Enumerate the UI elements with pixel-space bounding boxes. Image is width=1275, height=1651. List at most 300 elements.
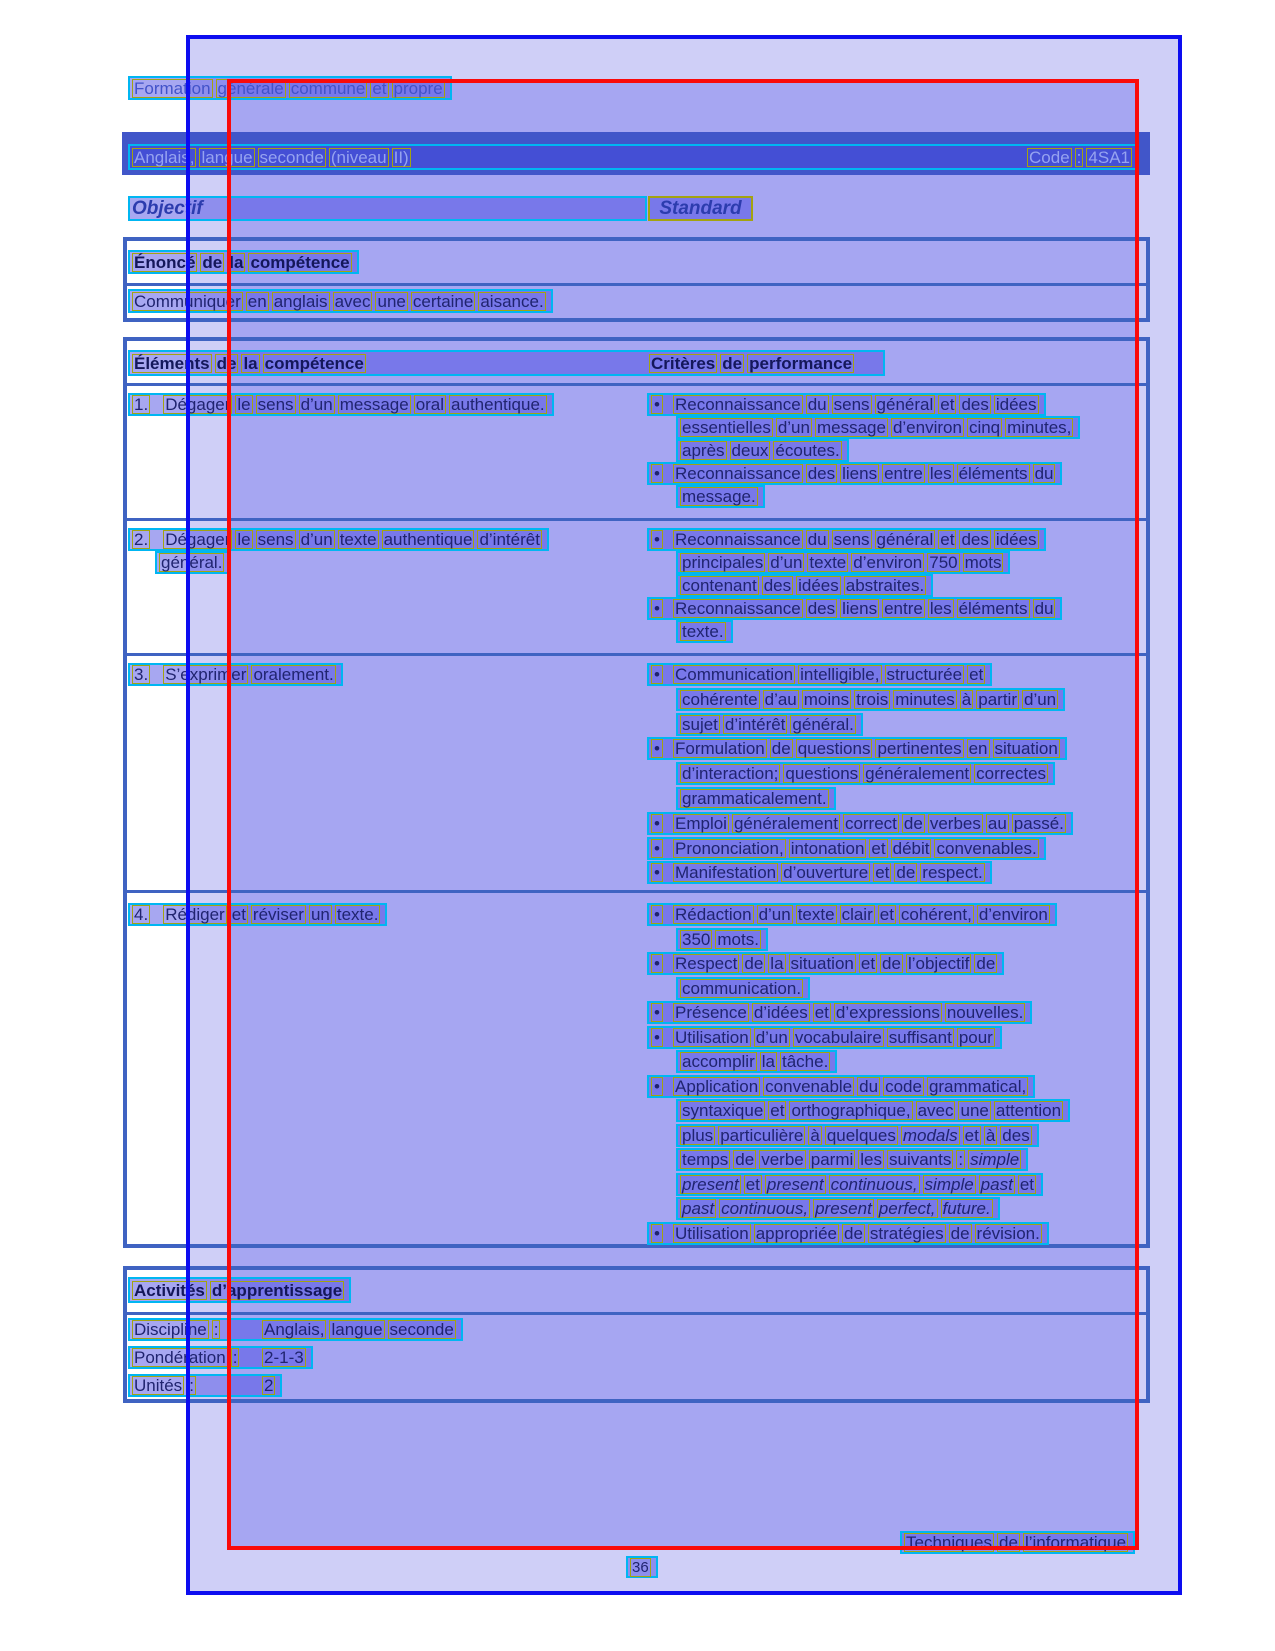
- word-box: contenant: [682, 576, 757, 595]
- word-box: modals: [902, 1125, 958, 1145]
- word-box: d’un: [758, 905, 791, 924]
- word-box: certaine: [412, 291, 474, 311]
- word-box: de: [202, 252, 223, 272]
- word-box: Code: [1029, 147, 1070, 167]
- table-separator: [127, 653, 1146, 656]
- word-box: situation: [790, 954, 854, 973]
- element-line: [128, 663, 343, 686]
- word-box: de: [903, 813, 923, 833]
- word-box: Énoncé: [134, 252, 196, 272]
- word-box: des: [807, 464, 836, 483]
- word-box: correctes: [976, 764, 1047, 784]
- word-box: général.: [792, 714, 854, 734]
- course-title: [132, 148, 414, 167]
- row-right-column: [647, 528, 1062, 643]
- word-box: d’au: [764, 689, 797, 709]
- criterion-line: [676, 1173, 1043, 1196]
- word-box: du: [1034, 464, 1054, 483]
- word-box: de: [735, 1150, 755, 1169]
- word-box: à: [985, 1125, 996, 1145]
- word-box: le: [237, 395, 251, 414]
- word-box: Respect: [675, 954, 738, 973]
- row-right-column: [647, 393, 1080, 508]
- criterion-line: [676, 1099, 1070, 1122]
- word-box: •: [651, 530, 663, 549]
- table-separator: [127, 1312, 1146, 1315]
- word-box: des: [961, 530, 989, 549]
- word-box: texte: [339, 530, 377, 549]
- word-box: continuous,: [721, 1199, 809, 1218]
- word-box: Présence: [675, 1003, 747, 1022]
- row-right-column: [647, 903, 1070, 1245]
- word-box: suffisant: [888, 1027, 952, 1047]
- word-box: oralement.: [253, 665, 334, 684]
- word-box: •: [651, 839, 663, 858]
- word-box: present: [815, 1199, 872, 1218]
- word-box: •: [651, 395, 663, 414]
- word-box: d’intérêt: [724, 714, 786, 734]
- word-box: future.: [942, 1199, 991, 1218]
- word-box: •: [651, 954, 663, 973]
- criterion-line: [647, 837, 1046, 860]
- word-box: grammatical,: [928, 1076, 1027, 1096]
- word-box: Reconnaissance: [675, 599, 801, 618]
- word-box: •: [651, 739, 663, 758]
- table-separator: [127, 383, 1146, 386]
- word-box: appropriée: [755, 1223, 837, 1243]
- word-box: :: [189, 1376, 194, 1395]
- table-separator: [127, 283, 1146, 286]
- criterion-line: [676, 928, 768, 951]
- word-box: et: [745, 1174, 760, 1194]
- word-box: intonation: [790, 838, 865, 858]
- criterion-line: [647, 462, 1062, 485]
- word-box: •: [651, 599, 663, 618]
- word-box: de: [882, 954, 901, 973]
- word-box: au: [987, 813, 1007, 833]
- criterion-line: [676, 439, 849, 462]
- enonce-title: [128, 250, 359, 274]
- word-box: Dégager: [165, 395, 231, 414]
- word-box: •: [651, 1224, 663, 1243]
- word-box: d’un: [770, 553, 803, 572]
- word-box: communication.: [682, 978, 802, 998]
- criterion-line: [676, 688, 1065, 711]
- word-box: Techniques: [906, 1533, 993, 1552]
- word-box: clair: [841, 905, 873, 924]
- word-box: simple: [924, 1174, 974, 1194]
- criterion-line: [647, 903, 1057, 926]
- word-box: d’intérêt: [479, 530, 540, 549]
- word-box: suivants: [889, 1150, 952, 1169]
- word-box: Activités: [134, 1280, 205, 1300]
- word-box: texte.: [682, 622, 724, 641]
- criterion-line: [647, 1222, 1049, 1245]
- word-box: générale: [217, 78, 284, 98]
- word-box: général: [876, 395, 934, 414]
- word-box: texte.: [336, 905, 379, 924]
- word-box: de: [216, 353, 237, 373]
- word-box: du: [1034, 599, 1054, 618]
- word-box: et: [1019, 1174, 1034, 1194]
- row-left-column: [128, 393, 554, 416]
- word-box: et: [871, 838, 886, 858]
- word-box: •: [651, 1077, 663, 1096]
- word-box: Formation: [134, 78, 211, 98]
- word-box: stratégies: [869, 1223, 944, 1243]
- row-left-column: [128, 528, 549, 574]
- word-box: cohérent,: [900, 905, 972, 924]
- criterion-line: [647, 1001, 1032, 1024]
- word-box: cohérente: [682, 689, 758, 709]
- criterion-line: [676, 416, 1080, 439]
- word-box: les: [929, 599, 952, 618]
- word-box: en: [968, 739, 988, 759]
- word-box: grammaticalement.: [682, 788, 827, 808]
- word-box: parmi: [810, 1150, 854, 1169]
- word-box: minutes,: [1007, 418, 1072, 437]
- word-box: idées: [995, 530, 1037, 549]
- word-box: message.: [682, 487, 756, 506]
- word-box: général: [876, 530, 934, 549]
- word-box: :: [1076, 147, 1082, 167]
- word-box: Pondération: [134, 1348, 226, 1367]
- word-box: 4SA1: [1088, 147, 1130, 167]
- word-box: past: [980, 1174, 1013, 1194]
- word-box: •: [651, 905, 663, 924]
- criterion-line: [676, 787, 836, 810]
- criterion-line: [647, 528, 1046, 551]
- word-box: perfect,: [878, 1199, 936, 1218]
- criterion-line: [647, 737, 1067, 760]
- word-box: et: [964, 1125, 979, 1145]
- word-box: d’apprentissage: [211, 1280, 343, 1300]
- word-box: Communiquer: [134, 291, 241, 311]
- criterion-line: [676, 551, 1010, 574]
- word-box: à: [961, 689, 972, 709]
- word-box: d’expressions: [835, 1003, 940, 1022]
- activite-label: [132, 1320, 262, 1339]
- criterion-line: [676, 713, 863, 736]
- word-box: message: [816, 418, 886, 437]
- word-box: écoutes.: [775, 441, 840, 460]
- word-box: convenable: [765, 1076, 853, 1096]
- word-box: et: [969, 665, 984, 684]
- word-box: Emploi: [675, 813, 727, 833]
- word-box: des: [763, 576, 792, 595]
- table-separator: [127, 890, 1146, 893]
- word-box: present: [682, 1174, 739, 1194]
- word-box: l’informatique: [1024, 1533, 1127, 1552]
- word-box: past: [682, 1199, 715, 1218]
- word-box: present: [766, 1174, 824, 1194]
- word-box: de: [771, 739, 791, 759]
- row-right-column: [647, 663, 1073, 884]
- word-box: liens: [842, 599, 878, 618]
- word-box: langue: [331, 1320, 383, 1339]
- elements-header-band: [128, 350, 885, 376]
- word-box: propre: [393, 78, 443, 98]
- row-left-column: [128, 663, 343, 686]
- activites-title: [128, 1277, 351, 1303]
- col-header-elements: [132, 354, 369, 373]
- word-box: du: [807, 395, 827, 414]
- word-box: sens: [257, 395, 294, 414]
- word-box: accomplir: [682, 1052, 755, 1071]
- word-box: et: [231, 905, 246, 924]
- word-box: des: [1002, 1125, 1030, 1145]
- word-box: généralement: [865, 764, 970, 784]
- word-box: révision.: [976, 1223, 1040, 1243]
- word-box: moins: [803, 689, 850, 709]
- word-box: anglais: [273, 291, 328, 311]
- word-box: et: [940, 530, 955, 549]
- word-box: et: [875, 863, 890, 883]
- word-box: à: [810, 1125, 820, 1145]
- word-box: Anglais,: [134, 147, 195, 167]
- word-box: avec: [334, 291, 371, 311]
- word-box: :: [958, 1150, 964, 1169]
- word-box: une: [960, 1101, 989, 1120]
- word-box: partir: [978, 689, 1017, 709]
- word-box: verbes: [929, 813, 981, 833]
- word-box: langue: [201, 147, 253, 167]
- word-box: :: [232, 1348, 238, 1367]
- word-box: minutes: [895, 689, 955, 709]
- word-box: avec: [917, 1101, 954, 1120]
- element-line: [128, 528, 549, 551]
- word-box: Prononciation,: [675, 838, 784, 858]
- word-box: aisance.: [480, 291, 544, 311]
- criterion-line: [647, 1075, 1035, 1098]
- word-box: d’environ: [978, 905, 1048, 924]
- word-box: après: [682, 441, 725, 460]
- word-box: texte: [797, 905, 835, 924]
- word-box: et: [372, 78, 387, 98]
- word-box: débit: [892, 838, 930, 858]
- word-box: du: [859, 1076, 879, 1096]
- word-box: Dégager: [165, 530, 231, 549]
- word-box: Éléments: [134, 353, 210, 373]
- word-box: Reconnaissance: [675, 464, 801, 483]
- word-box: Anglais,: [264, 1320, 325, 1339]
- word-box: Formulation: [675, 739, 765, 759]
- word-box: correct: [844, 813, 897, 833]
- formation-line: [128, 76, 452, 100]
- word-box: seconde: [389, 1320, 454, 1339]
- word-box: situation: [994, 739, 1058, 759]
- criterion-line: [647, 861, 992, 884]
- word-box: texte: [809, 553, 847, 572]
- standard-heading: Standard: [648, 196, 753, 221]
- word-box: et: [770, 1101, 785, 1120]
- element-line: [128, 393, 554, 416]
- criterion-line: [676, 620, 733, 643]
- word-box: nouvelles.: [946, 1003, 1024, 1022]
- word-box: questions: [785, 764, 859, 784]
- word-box: général.: [161, 553, 223, 572]
- word-box: temps: [682, 1150, 729, 1169]
- word-box: pertinentes: [877, 739, 962, 759]
- word-box: entre: [884, 599, 923, 618]
- activite-line: [128, 1346, 313, 1369]
- word-box: authentique.: [451, 395, 545, 414]
- criterion-line: [676, 1197, 1000, 1220]
- criterion-line: [676, 762, 1055, 785]
- word-box: de: [843, 1223, 863, 1243]
- word-box: Unités: [134, 1376, 183, 1395]
- word-box: idées: [995, 395, 1037, 414]
- word-box: compétence: [250, 252, 350, 272]
- word-box: essentielles: [682, 418, 771, 437]
- word-box: Rédaction: [675, 905, 752, 924]
- word-box: en: [247, 291, 267, 311]
- criterion-line: [647, 1026, 1002, 1049]
- word-box: 2.: [134, 530, 149, 549]
- word-box: et: [860, 954, 876, 973]
- word-box: trois: [856, 689, 889, 709]
- word-box: Application: [675, 1076, 759, 1096]
- word-box: l’objectif: [907, 954, 970, 973]
- word-box: oral: [415, 395, 445, 414]
- activite-line: [128, 1318, 463, 1341]
- word-box: continuous,: [830, 1174, 918, 1194]
- word-box: sens: [833, 530, 870, 549]
- word-box: •: [651, 464, 663, 483]
- word-box: 36: [632, 1558, 649, 1576]
- col-header-criteres: [649, 352, 857, 374]
- word-box: 350: [682, 929, 711, 949]
- word-box: d’interaction;: [682, 764, 779, 784]
- word-box: abstraites.: [845, 576, 925, 595]
- word-box: questions: [797, 739, 871, 759]
- word-box: simple: [970, 1150, 1020, 1169]
- element-line: [128, 903, 387, 926]
- word-box: Communication: [675, 665, 794, 684]
- word-box: Reconnaissance: [675, 395, 801, 414]
- activite-value: [262, 1376, 278, 1395]
- word-box: la: [770, 954, 784, 973]
- word-box: généralement: [733, 813, 838, 833]
- word-box: quelques: [826, 1125, 896, 1145]
- word-box: de: [896, 863, 916, 883]
- word-box: tâche.: [781, 1052, 829, 1071]
- criterion-line: [647, 663, 992, 686]
- criterion-line: [647, 393, 1046, 416]
- word-box: d’environ: [892, 418, 962, 437]
- word-box: entre: [884, 464, 923, 483]
- word-box: des: [807, 599, 836, 618]
- criterion-line: [676, 1124, 1039, 1147]
- objectif-heading: Objectif: [128, 196, 647, 221]
- word-box: •: [651, 665, 663, 684]
- word-box: 2: [264, 1376, 274, 1395]
- word-box: réviser: [252, 905, 304, 924]
- word-box: Manifestation: [675, 863, 777, 883]
- word-box: attention: [995, 1101, 1062, 1120]
- word-box: commune: [290, 78, 366, 98]
- word-box: respect.: [922, 863, 983, 883]
- word-box: performance: [749, 353, 853, 373]
- activite-label: [132, 1348, 262, 1367]
- word-box: •: [651, 863, 663, 882]
- word-box: 750: [929, 553, 958, 572]
- word-box: (niveau: [330, 147, 387, 167]
- word-box: la: [243, 353, 258, 373]
- criterion-line: [647, 952, 1004, 975]
- word-box: 4.: [134, 905, 149, 924]
- word-box: éléments: [958, 464, 1028, 483]
- table-separator: [127, 518, 1146, 521]
- word-box: 1.: [134, 395, 149, 414]
- word-box: le: [237, 530, 251, 549]
- element-line: [155, 551, 231, 574]
- word-box: Critères: [651, 353, 716, 373]
- word-box: et: [879, 905, 894, 924]
- word-box: :: [213, 1320, 219, 1339]
- word-box: seconde: [259, 147, 324, 167]
- course-code: [1027, 148, 1135, 167]
- word-box: compétence: [264, 353, 364, 373]
- word-box: d’un: [1023, 689, 1057, 709]
- word-box: la: [761, 1052, 775, 1071]
- word-box: •: [651, 1028, 663, 1047]
- word-box: de: [999, 1533, 1018, 1552]
- word-box: sens: [833, 395, 870, 414]
- word-box: une: [377, 291, 406, 311]
- page-number: [626, 1556, 658, 1578]
- criterion-line: [647, 812, 1073, 835]
- word-box: 3.: [134, 665, 149, 684]
- word-box: d’ouverture: [783, 863, 869, 883]
- word-box: passé.: [1013, 813, 1064, 833]
- activite-label: [132, 1376, 262, 1395]
- word-box: idées: [798, 576, 839, 595]
- word-box: de: [744, 954, 764, 973]
- activite-value: [262, 1348, 309, 1367]
- activite-value: [262, 1320, 459, 1339]
- word-box: d’un: [300, 530, 333, 549]
- word-box: S’exprimer: [165, 665, 247, 684]
- word-box: •: [651, 814, 663, 833]
- word-box: d’un: [755, 1027, 788, 1047]
- word-box: des: [961, 395, 989, 414]
- word-box: et: [940, 395, 955, 414]
- activites-body: [128, 1318, 463, 1397]
- word-box: intelligible,: [800, 665, 880, 684]
- word-box: sens: [257, 530, 294, 549]
- footer-program-name: [900, 1531, 1135, 1554]
- word-box: et: [814, 1003, 829, 1022]
- word-box: II): [393, 147, 409, 167]
- word-box: message: [339, 395, 409, 414]
- word-box: de: [976, 954, 996, 973]
- word-box: d’idées: [753, 1003, 808, 1022]
- word-box: •: [651, 1003, 663, 1022]
- word-box: orthographique,: [791, 1101, 911, 1120]
- word-box: liens: [842, 464, 878, 483]
- criterion-line: [676, 574, 933, 597]
- word-box: Utilisation: [675, 1027, 749, 1047]
- word-box: un: [310, 905, 330, 924]
- word-box: 2-1-3: [264, 1348, 304, 1367]
- activite-line: [128, 1374, 282, 1397]
- word-box: code: [885, 1076, 922, 1096]
- criterion-line: [676, 1148, 1028, 1171]
- word-box: d’un: [300, 395, 333, 414]
- criterion-line: [647, 597, 1062, 620]
- word-box: éléments: [958, 599, 1028, 618]
